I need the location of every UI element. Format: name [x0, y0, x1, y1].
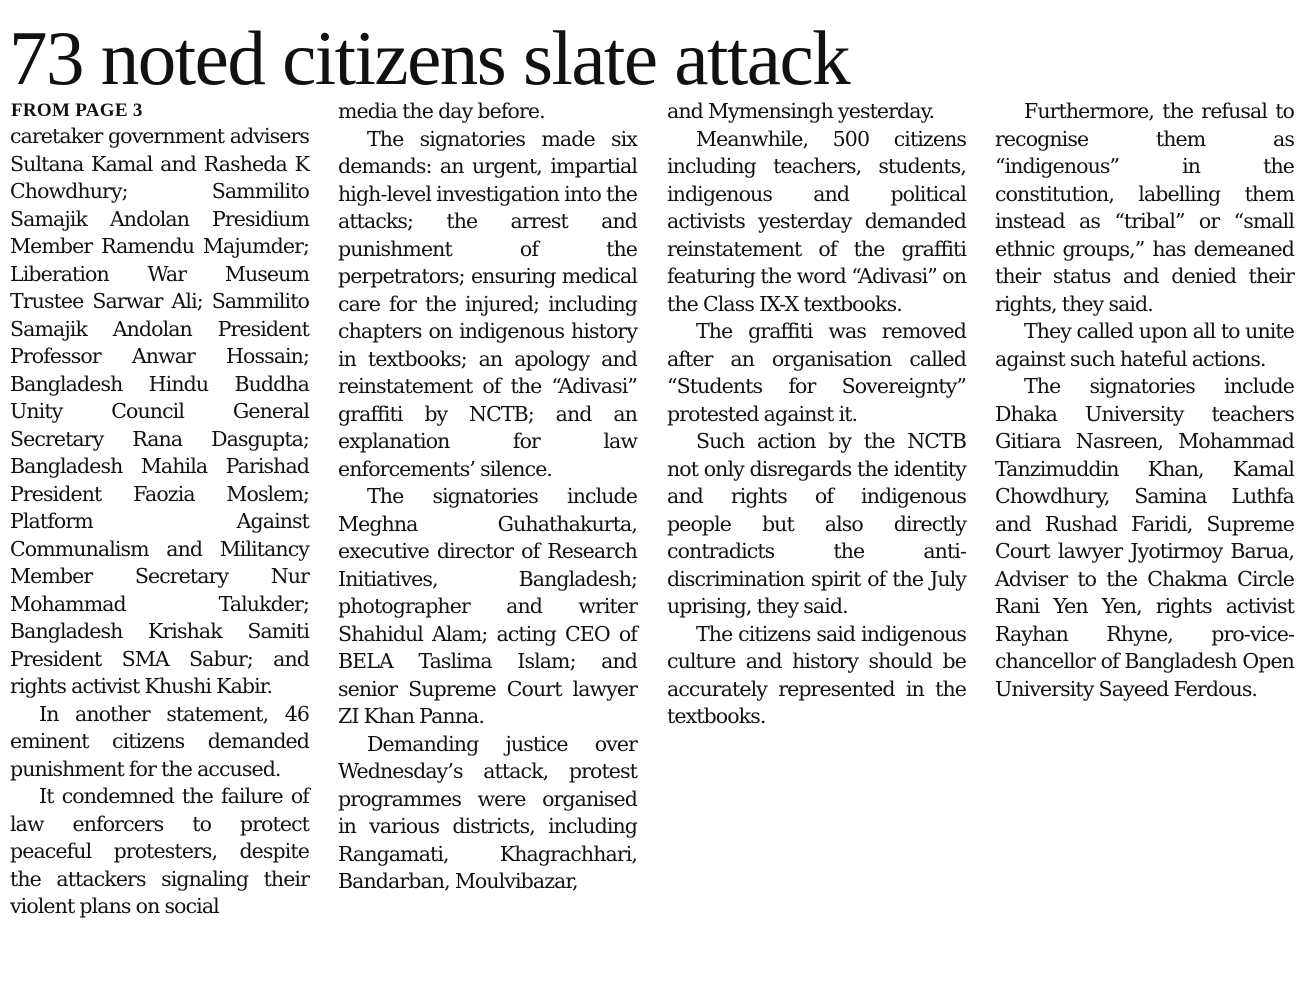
paragraph: Furthermore, the refusal to recognise them as “indigenous” in the constitution, labelling them instead as “tribal” or “small ethnic groups,” has demeaned their status and denied their rights, they said.	[995, 99, 1294, 316]
paragraph: Meanwhile, 500 citizens including teachers, students, indigenous and political activists yesterday demanded reinstatement of the graffiti featuring the word “Adivasi” on the Class IX-X textbooks.	[667, 126, 966, 316]
article-column-2	[338, 98, 637, 896]
headline: 73 noted citizens slate attack	[9, 15, 850, 101]
paragraph: Demanding justice over Wednesday’s attack, protest programmes were organised in various districts, including Rangamati, Khagrachhari, Bandarban, Moulvibazar,	[338, 731, 637, 893]
article-column-4	[995, 98, 1294, 703]
paragraph: They called upon all to unite against such hateful actions.	[995, 319, 1294, 371]
paragraph: In another statement, 46 eminent citizens demanded punishment for the accused.	[10, 701, 309, 781]
paragraph: media the day before.	[338, 99, 545, 123]
article-column-1	[10, 123, 309, 921]
paragraph: The signatories include Meghna Guhathakurta, executive director of Research Initiatives, Bangladesh; photographer and writer Shahidul Alam; acting CEO of BELA Taslima Islam; and senior Supreme Court lawyer ZI Khan Panna.	[338, 484, 637, 728]
paragraph: The signatories made six demands: an urgent, impartial high-level investigation into the attacks; the arrest and punishment of the perpetrators; ensuring medical care for the injured; including chapters on indigenous history in textbooks; an apology and reinstatement of the “Adivasi” graffiti by NCTB; and an explanation for law enforcements’ silence.	[338, 126, 637, 481]
paragraph: caretaker government advisers Sultana Kamal and Rasheda K Chowdhury; Sammilito Samajik Andolan Presidium Member Ramendu Majumder; Liberation War Museum Trustee Sarwar Ali; Sammilito Samajik Andolan President Professor Anwar Hossain; Bangladesh Hindu Buddha Unity Council General Secretary Rana Dasgupta; Bangladesh Mahila Parishad President Faozia Moslem; Platform Against Communalism and Militancy Member Secretary Nur Mohammad Talukder; Bangladesh Krishak Samiti President SMA Sabur; and rights activist Khushi Kabir.	[10, 124, 309, 698]
paragraph: The signatories include Dhaka University teachers Gitiara Nasreen, Mohammad Tanzimuddin Khan, Kamal Chowdhury, Samina Luthfa and Rushad Faridi, Supreme Court lawyer Jyotirmoy Barua, Adviser to the Chakma Circle Rani Yen Yen, rights activist Rayhan Rhyne, pro-vice-chancellor of Bangladesh Open University Sayeed Ferdous.	[995, 374, 1294, 701]
article-column-3	[667, 98, 966, 731]
paragraph: The citizens said indigenous culture and history should be accurately represented in the textbooks.	[667, 621, 966, 728]
paragraph: and Mymensingh yesterday.	[667, 99, 935, 123]
paragraph: The graffiti was removed after an organisation called “Students for Sovereignty” protested against it.	[667, 319, 966, 426]
paragraph: Such action by the NCTB not only disregards the identity and rights of indigenous people but also directly contradicts the anti-discrimination spirit of the July uprising, they said.	[667, 429, 966, 618]
paragraph: It condemned the failure of law enforcers to protect peaceful protesters, despite the attackers signaling their violent plans on social	[10, 784, 309, 918]
continuation-kicker: FROM PAGE 3	[11, 100, 143, 121]
